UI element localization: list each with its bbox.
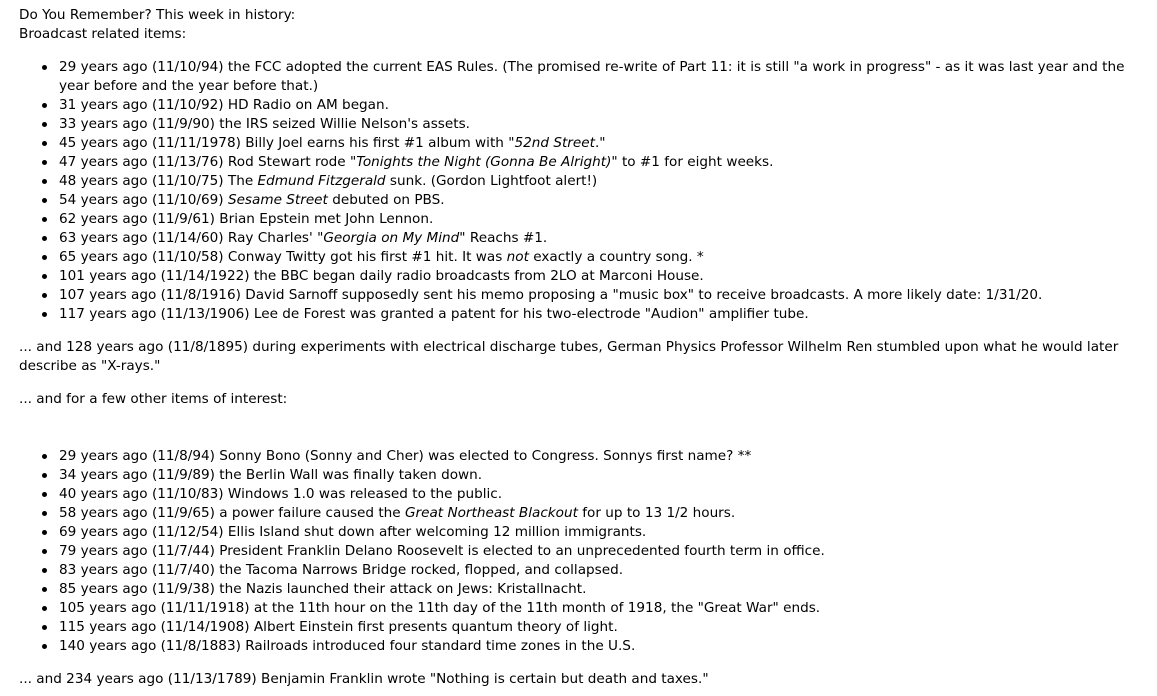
list-item: 85 years ago (11/9/38) the Nazis launched their attack on Jews: Kristallnacht. <box>59 580 1145 599</box>
list-item: 79 years ago (11/7/44) President Franklin Delano Roosevelt is elected to an unprecedented fourth term in office. <box>59 542 1145 561</box>
list-item: 45 years ago (11/11/1978) Billy Joel earns his first #1 album with "52nd Street." <box>59 134 1145 153</box>
list-item: 54 years ago (11/10/69) Sesame Street debuted on PBS. <box>59 191 1145 210</box>
list-item: 107 years ago (11/8/1916) David Sarnoff supposedly sent his memo proposing a "music box" to receive broadcasts. A more likely date: 1/31/20. <box>59 286 1145 305</box>
list-item: 34 years ago (11/9/89) the Berlin Wall was finally taken down. <box>59 466 1145 485</box>
list-item: 31 years ago (11/10/92) HD Radio on AM began. <box>59 96 1145 115</box>
list-item: 29 years ago (11/8/94) Sonny Bono (Sonny and Cher) was elected to Congress. Sonnys first name? ** <box>59 447 1145 466</box>
list-item: 65 years ago (11/10/58) Conway Twitty got his first #1 hit. It was not exactly a country song. * <box>59 248 1145 267</box>
section-heading-broadcast: Broadcast related items: <box>19 26 187 42</box>
list-item: 33 years ago (11/9/90) the IRS seized Willie Nelson's assets. <box>59 115 1145 134</box>
broadcast-items-list <box>19 58 1145 324</box>
paragraph-other-items: ... and for a few other items of interest: <box>19 391 288 407</box>
list-item: 62 years ago (11/9/61) Brian Epstein met John Lennon. <box>59 210 1145 229</box>
paragraph-franklin: ... and 234 years ago (11/13/1789) Benjamin Franklin wrote "Nothing is certain but death and taxes." <box>19 671 709 687</box>
list-item: 83 years ago (11/7/40) the Tacoma Narrows Bridge rocked, flopped, and collapsed. <box>59 561 1145 580</box>
list-item: 115 years ago (11/14/1908) Albert Einstein first presents quantum theory of light. <box>59 618 1145 637</box>
list-item: 69 years ago (11/12/54) Ellis Island shut down after welcoming 12 million immigrants. <box>59 523 1145 542</box>
list-item: 58 years ago (11/9/65) a power failure caused the Great Northeast Blackout for up to 13 1/2 hours. <box>59 504 1145 523</box>
list-item: 117 years ago (11/13/1906) Lee de Forest was granted a patent for his two-electrode "Audion" amplifier tube. <box>59 305 1145 324</box>
list-item: 101 years ago (11/14/1922) the BBC began daily radio broadcasts from 2LO at Marconi House. <box>59 267 1145 286</box>
list-item: 47 years ago (11/13/76) Rod Stewart rode "Tonights the Night (Gonna Be Alright)" to #1 for eight weeks. <box>59 153 1145 172</box>
list-item: 140 years ago (11/8/1883) Railroads introduced four standard time zones in the U.S. <box>59 637 1145 656</box>
list-item: 105 years ago (11/11/1918) at the 11th hour on the 11th day of the 11th month of 1918, the "Great War" ends. <box>59 599 1145 618</box>
list-item: 29 years ago (11/10/94) the FCC adopted the current EAS Rules. (The promised re-write of Part 11: it is still "a work in progress" - as it was last year and the year before and the year before that.) <box>59 58 1145 96</box>
other-items-list <box>19 447 1145 656</box>
paragraph-xrays: ... and 128 years ago (11/8/1895) during experiments with electrical discharge tubes, German Physics Professor Wilhelm Ren stumbled upon what he would later describe as "X-rays." <box>19 339 1119 374</box>
list-item: 40 years ago (11/10/83) Windows 1.0 was released to the public. <box>59 485 1145 504</box>
spacer <box>19 409 1145 433</box>
list-item: 63 years ago (11/14/60) Ray Charles' "Georgia on My Mind" Reachs #1. <box>59 229 1145 248</box>
page-title: Do You Remember? This week in history: <box>19 7 296 23</box>
list-item: 48 years ago (11/10/75) The Edmund Fitzgerald sunk. (Gordon Lightfoot alert!) <box>59 172 1145 191</box>
